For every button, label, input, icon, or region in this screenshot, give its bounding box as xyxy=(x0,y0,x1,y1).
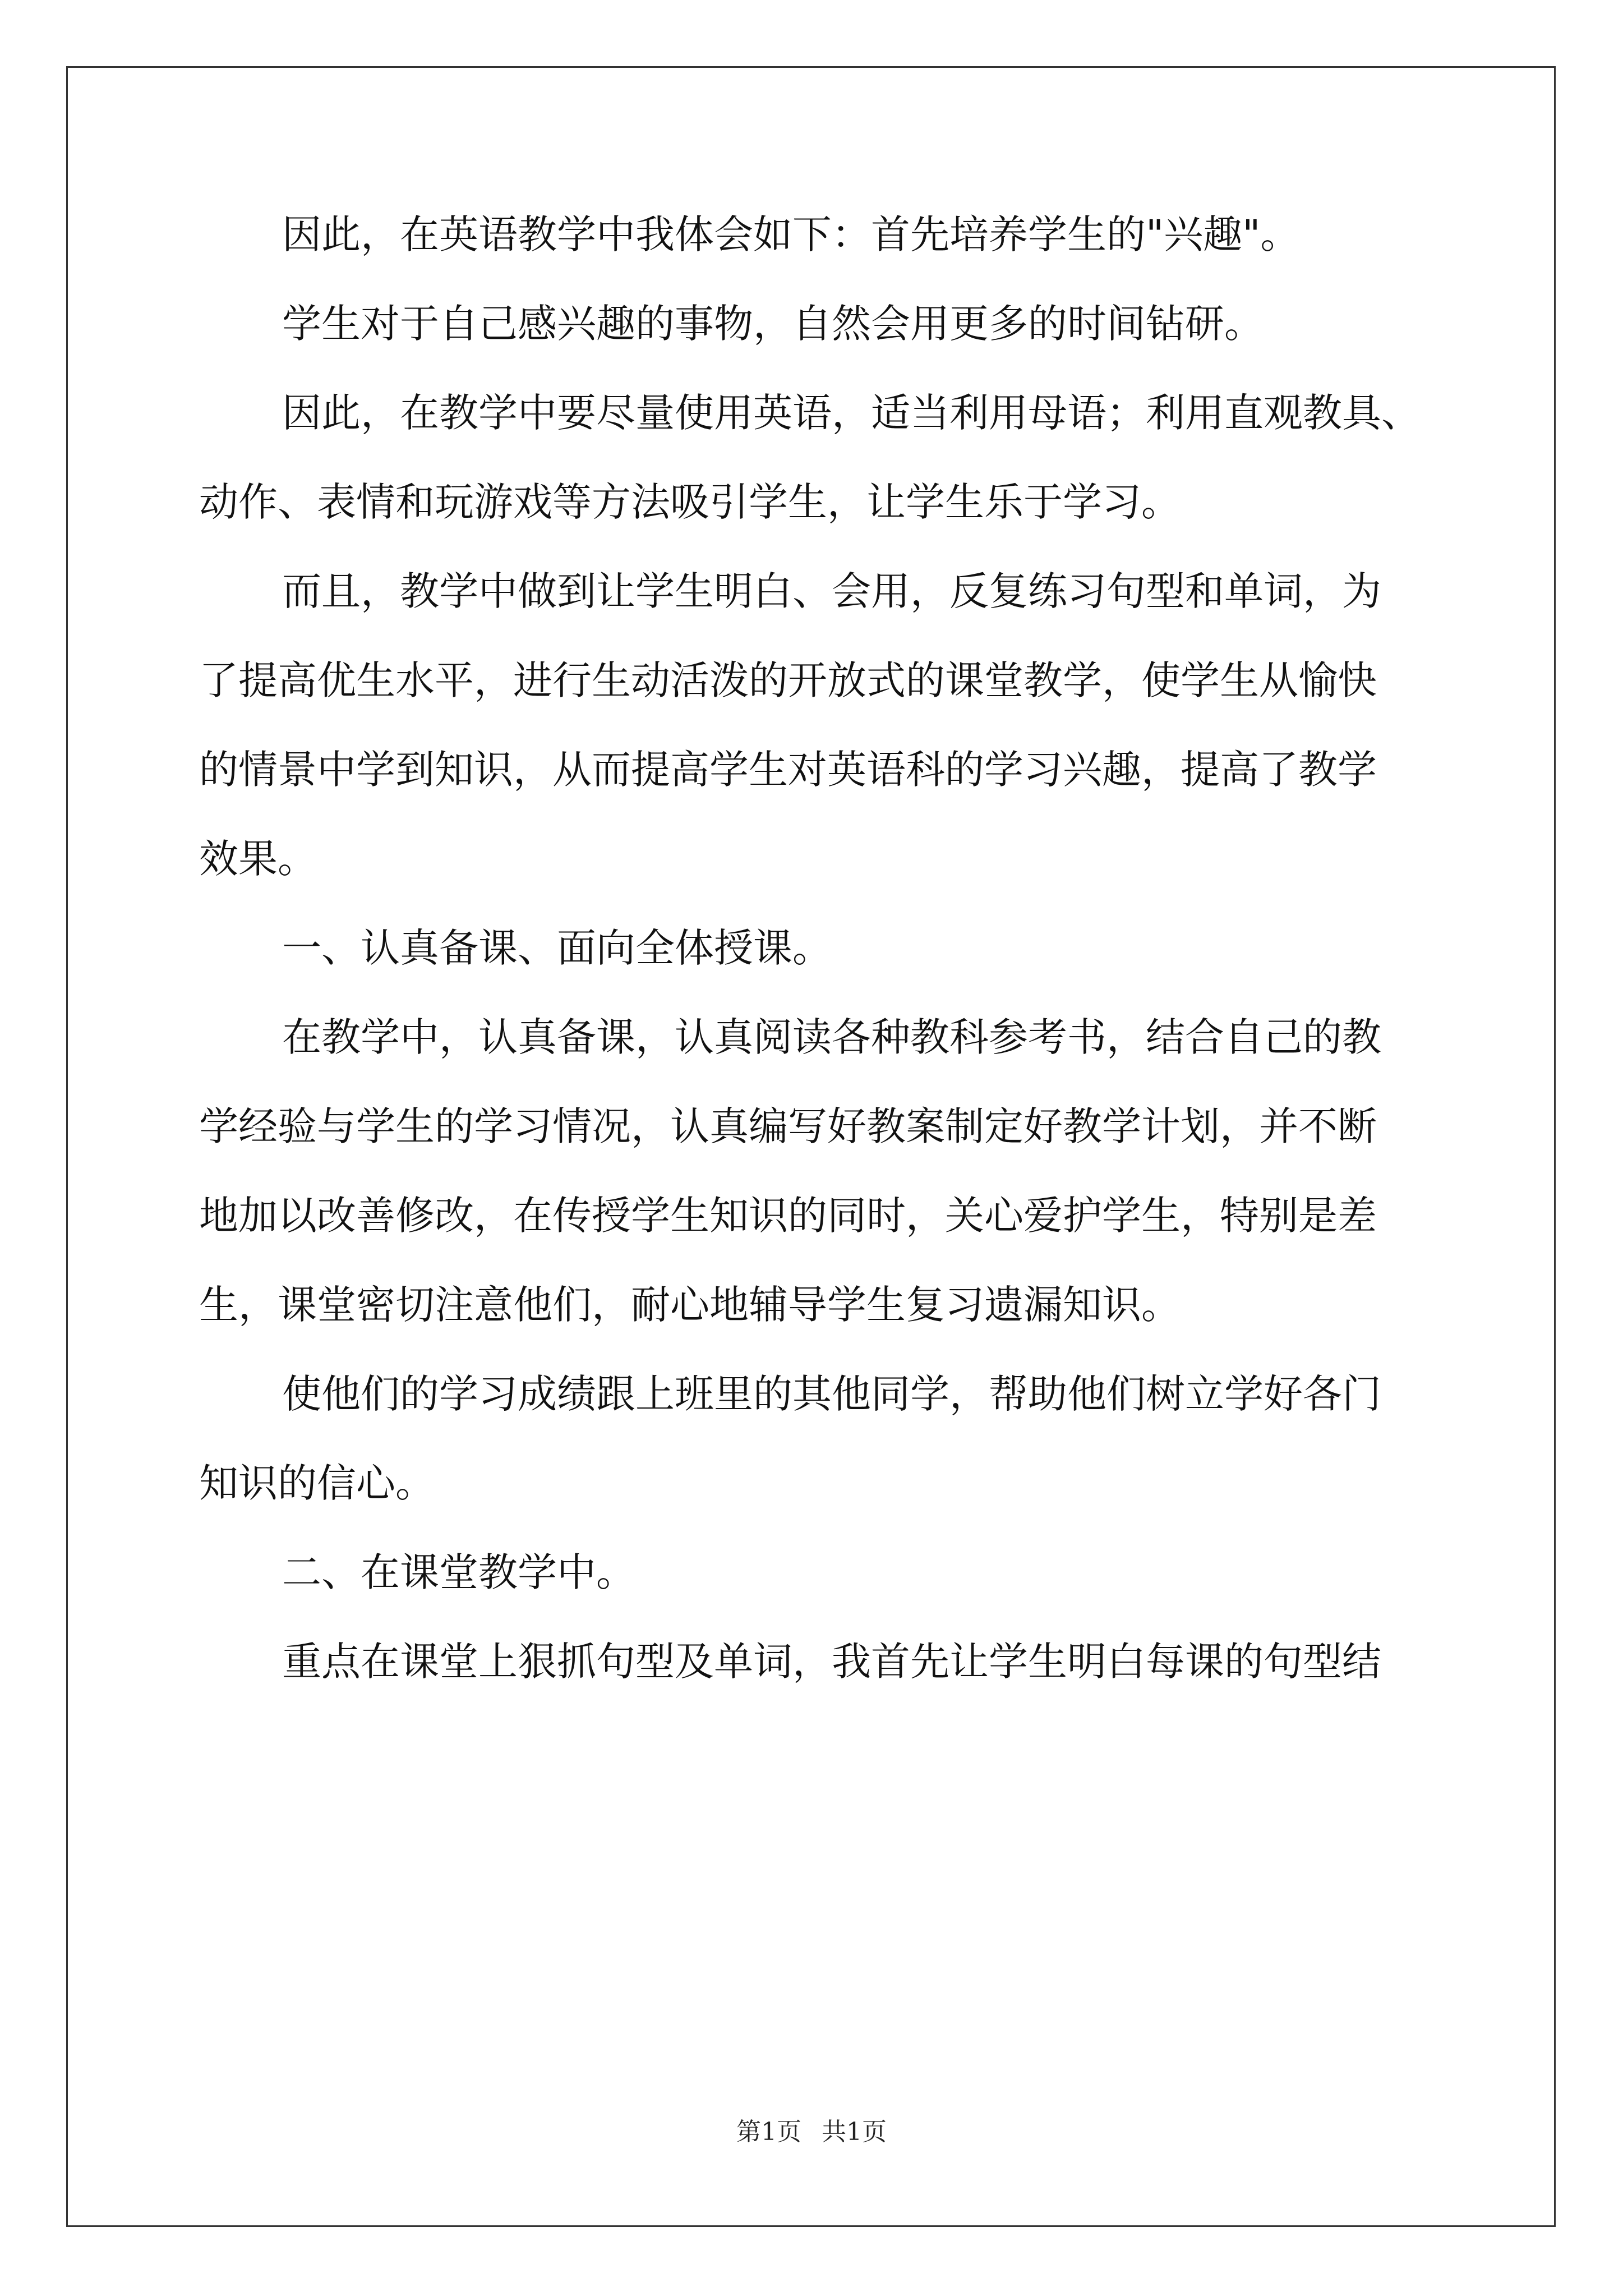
page-footer xyxy=(0,2118,1623,2146)
text-line: 重点在课堂上狠抓句型及单词，我首先让学生明白每课的句型结 xyxy=(282,1639,1381,1685)
text-line: 二、在课堂教学中。 xyxy=(282,1549,635,1595)
text-line: 学生对于自己感兴趣的事物，自然会用更多的时间钻研。 xyxy=(282,301,1264,347)
text-line: 生，课堂密切注意他们，耐心地辅导学生复习遗漏知识。 xyxy=(199,1282,1181,1328)
text-line: 的情景中学到知识，从而提高学生对英语科的学习兴趣，提高了教学 xyxy=(199,747,1377,793)
text-line: 动作、表情和玩游戏等方法吸引学生，让学生乐于学习。 xyxy=(199,479,1181,525)
text-line: 因此，在英语教学中我体会如下：首先培养学生的"兴趣"。 xyxy=(282,211,1300,257)
text-line: 学经验与学生的学习情况，认真编写好教案制定好教学计划，并不断 xyxy=(199,1103,1377,1149)
text-line: 效果。 xyxy=(199,836,317,882)
text-line: 在教学中，认真备课，认真阅读各种教科参考书，结合自己的教 xyxy=(282,1014,1381,1060)
page-total: 共1页 xyxy=(822,2118,887,2146)
page-number: 第1页 xyxy=(736,2118,801,2146)
document-body xyxy=(199,211,1433,1731)
text-line: 因此，在教学中要尽量使用英语，适当利用母语；利用直观教具、 xyxy=(282,390,1421,436)
text-line: 了提高优生水平，进行生动活泼的开放式的课堂教学，使学生从愉快 xyxy=(199,657,1377,703)
text-line: 一、认真备课、面向全体授课。 xyxy=(282,925,832,971)
text-line: 而且，教学中做到让学生明白、会用，反复练习句型和单词，为 xyxy=(282,568,1381,614)
text-line: 使他们的学习成绩跟上班里的其他同学，帮助他们树立学好各门 xyxy=(282,1371,1381,1417)
text-line: 地加以改善修改，在传授学生知识的同时，关心爱护学生，特别是差 xyxy=(199,1193,1377,1239)
text-line: 知识的信心。 xyxy=(199,1460,435,1506)
